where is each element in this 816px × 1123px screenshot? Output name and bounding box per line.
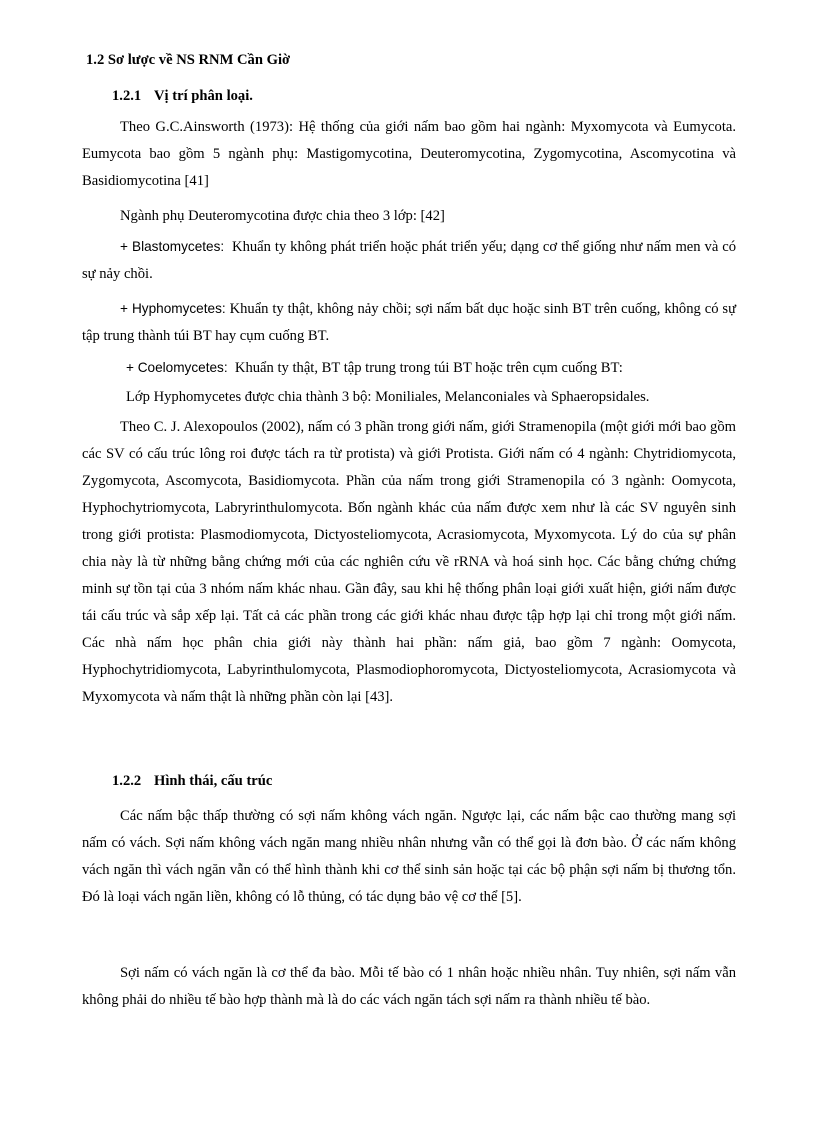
section-title: Sơ lược về NS RNM Cần Giờ xyxy=(107,52,291,68)
subsection-number: 1.2.2 xyxy=(112,773,142,789)
paragraph-hyphomycetes xyxy=(82,295,736,350)
coelomycetes-label: + Coelomycetes: xyxy=(126,360,228,375)
paragraph-alexopoulos: Theo C. J. Alexopoulos (2002), nấm có 3 phần trong giới nấm, giới Stramenopila (một giới mới bao gồm các SV có cấu trúc lông roi được tách ra từ protista) và giới Protista. Giới nấm có 4 ngành: Chytridiomycota, Zygomycota, Ascomycota, Basidiomycota. Phần của nấm trong giới Stramenopila có 3 ngành: Oomycota, Hyphochytriomycota, Labryrinthulomycota. Bốn ngành khác của nấm được xem như là các SV nguyên sinh trong giới protista: Plasmodiomycota, Dictyosteliomycota, Acrasiomycota, Myxomycota. Lý do của sự phân chia này là từ những bằng chứng mới của các nghiên cứu về rRNA và hoá sinh học. Các bằng chứng chứng minh sự tồn tại của 3 nhóm nấm khác nhau. Gần đây, sau khi hệ thống phân loại giới xuất hiện, giới nấm được tái cấu trúc và sắp xếp lại. Tất cả các phần trong các giới khác nhau được tập hợp lại chỉ trong một giới nấm. Các nhà nấm học phân chia giới này thành hai phần: nấm giả, bao gồm 7 ngành: Oomycota, Hyphochytridiomycota, Labyrinthulomycota, Plasmodiophoromycota, Dictyosteliomycota, Acrasiomycota và Myxomycota và nấm thật là những phần còn lại [43]. xyxy=(82,419,736,705)
hyphomycetes-label: + Hyphomycetes: xyxy=(120,301,226,316)
hyphomycetes-text: Khuẩn ty thật, không nảy chồi; sợi nấm bất dục hoặc sinh BT trên cuống, không có sự tập trung thành túi BT hay cụm cuống BT. xyxy=(82,301,736,344)
blastomycetes-label: + Blastomycetes: xyxy=(120,239,225,254)
subsection-heading-classification xyxy=(112,88,253,105)
section-number: 1.2 xyxy=(86,52,105,68)
paragraph-morphology-1: Các nấm bậc thấp thường có sợi nấm không vách ngăn. Ngược lại, các nấm bậc cao thường mang sợi nấm có vách. Sợi nấm không vách ngăn mang nhiều nhân nhưng vẫn có thể gọi là đơn bào. Ở các nấm không vách ngăn thì vách ngăn vẫn có thể hình thành khi cơ thể sinh sản hoặc tại các bộ phận sợi nấm bị thương tổn. Đó là loại vách ngăn liền, không có lỗ thủng, có tác dụng bảo vệ cơ thể [5]. xyxy=(82,808,736,905)
blastomycetes-text: Khuẩn ty không phát triển hoặc phát triển yếu; dạng cơ thể giống như nấm men và có sự nảy chồi. xyxy=(82,239,736,282)
subsection-heading-morphology xyxy=(112,773,272,790)
section-heading xyxy=(86,52,290,69)
paragraph-ainsworth: Theo G.C.Ainsworth (1973): Hệ thống của giới nấm bao gồm hai ngành: Myxomycota và Eumycota. Eumycota bao gồm 5 ngành phụ: Mastigomycotina, Deuteromycotina, Zygomycotina, Ascomycotina và Basidiomycotina [41] xyxy=(82,119,736,189)
paragraph-deuteromycotina: Ngành phụ Deuteromycotina được chia theo 3 lớp: [42] xyxy=(120,208,445,224)
subsection-title: Vị trí phân loại. xyxy=(154,88,253,104)
paragraph-hyphomycetes-orders: Lớp Hyphomycetes được chia thành 3 bộ: Moniliales, Melanconiales và Sphaeropsidales. xyxy=(126,389,650,405)
paragraph-blastomycetes xyxy=(82,233,736,288)
paragraph-coelomycetes xyxy=(126,354,623,382)
coelomycetes-text: Khuẩn ty thật, BT tập trung trong túi BT hoặc trên cụm cuống BT: xyxy=(234,360,623,376)
paragraph-morphology-2: Sợi nấm có vách ngăn là cơ thể đa bào. Mỗi tế bào có 1 nhân hoặc nhiều nhân. Tuy nhiên, sợi nấm vẫn không phải do nhiều tế bào hợp thành mà là do các vách ngăn tách sợi nấm ra thành nhiều tế bào. xyxy=(82,965,736,1008)
subsection-number: 1.2.1 xyxy=(112,88,142,104)
subsection-title: Hình thái, cấu trúc xyxy=(154,773,273,789)
